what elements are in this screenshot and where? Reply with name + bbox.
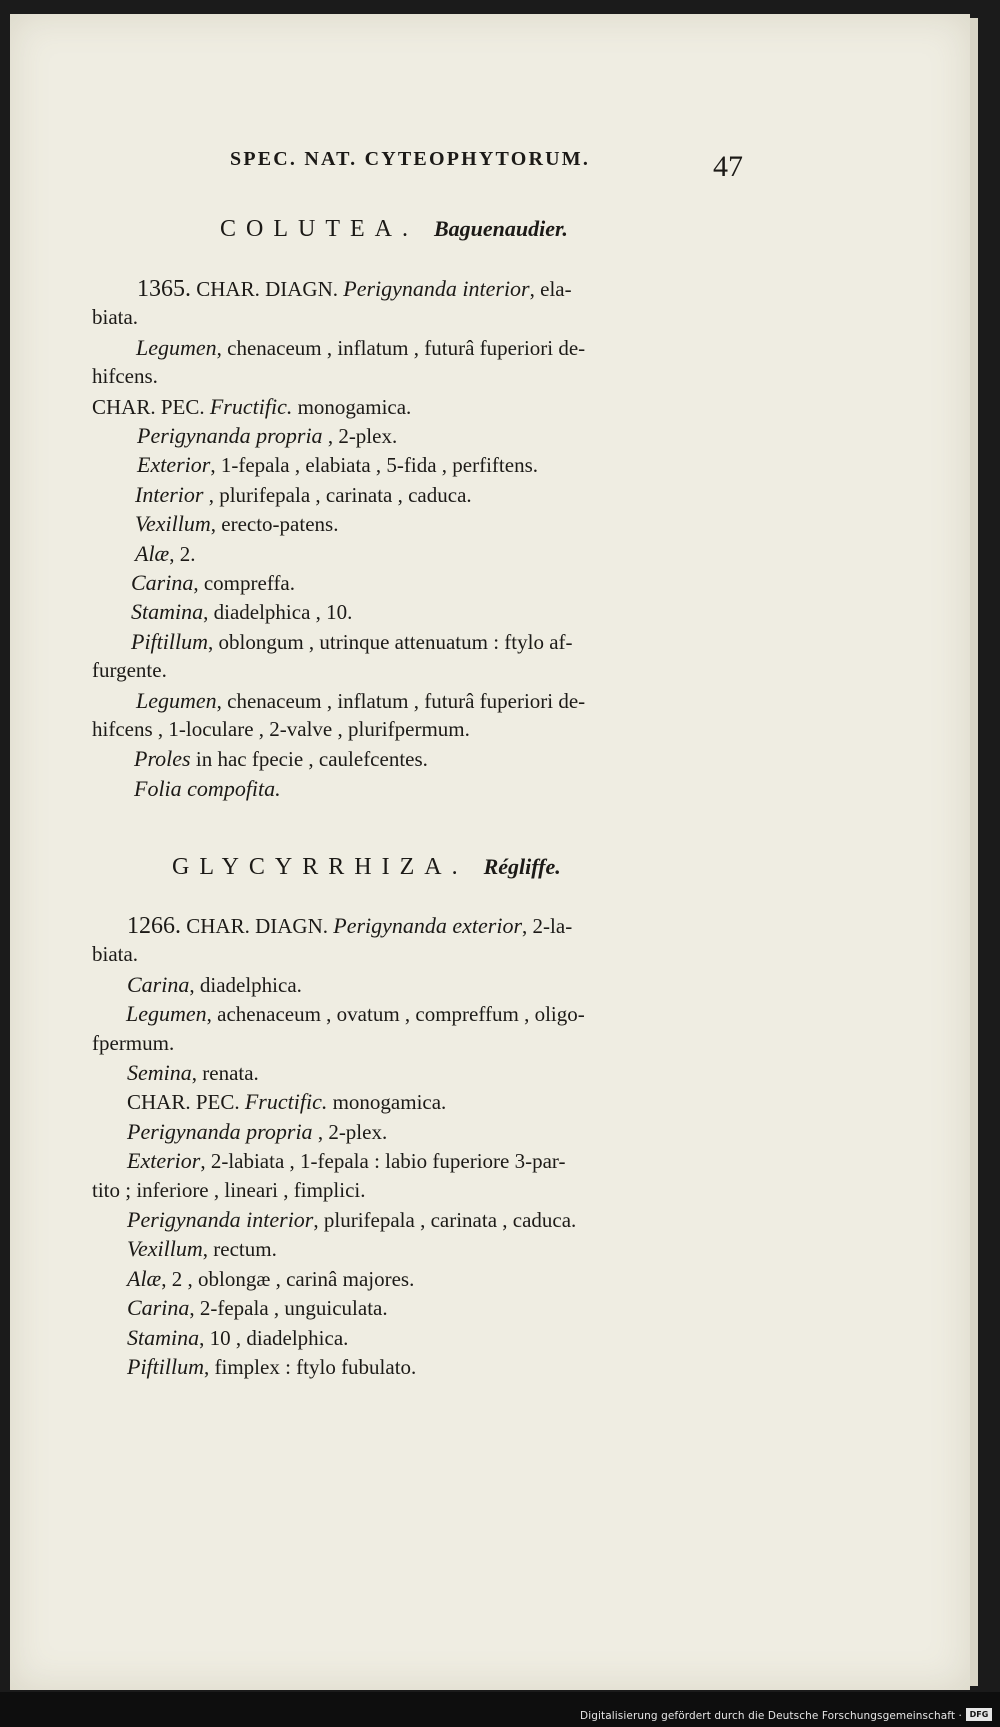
- text-line: [137, 423, 397, 449]
- genus-heading-colutea: [220, 216, 568, 243]
- text-line: [92, 1178, 366, 1203]
- description: , 2-la-: [522, 914, 573, 938]
- description: , diadelphica.: [189, 972, 302, 997]
- description: , renata.: [191, 1061, 259, 1085]
- italic-term: Legumen: [136, 334, 217, 360]
- description: , 2 , oblongæ , carinâ majores.: [161, 1266, 415, 1291]
- italic-term: Vexillum: [127, 1236, 203, 1262]
- text-line: [136, 335, 585, 361]
- italic-term: Legumen: [126, 1001, 207, 1027]
- italic-term: Semina: [127, 1060, 192, 1085]
- description: monogamica.: [327, 1090, 447, 1115]
- text-line: [127, 1325, 348, 1351]
- italic-term: Perigynanda interior: [127, 1207, 314, 1232]
- description: , 2-labiata , 1-fepala : labio fuperiore 3-par-: [200, 1149, 566, 1174]
- text-line: [131, 570, 295, 596]
- text-line: [127, 972, 302, 998]
- text-line: [134, 746, 428, 772]
- italic-term: Perigynanda propria: [137, 423, 323, 448]
- description: , chenaceum , inflatum , futurâ fuperiori de-: [216, 335, 586, 360]
- italic-term: Fructific.: [244, 1089, 328, 1115]
- text-line: [126, 1001, 585, 1027]
- text-line: [92, 394, 411, 420]
- italic-term: Vexillum: [135, 511, 211, 537]
- running-title: SPEC. NAT. CYTEOPHYTORUM.: [230, 148, 591, 170]
- description: tito ; inferiore , lineari , fimplici.: [92, 1177, 366, 1202]
- description: , 10 , diadelphica.: [199, 1325, 349, 1350]
- page-number: 47: [713, 150, 743, 183]
- text-line: [135, 482, 472, 508]
- entry-number: 1266.: [127, 913, 181, 939]
- funding-credit: Digitalisierung gefördert durch die Deutsche Forschungsgemeinschaft ·: [580, 1710, 962, 1722]
- italic-term: Carina: [127, 1295, 190, 1321]
- italic-term: Perigynanda exterior: [333, 913, 523, 938]
- italic-term: Carina: [131, 570, 194, 595]
- italic-term: Alæ: [135, 540, 170, 566]
- text-line: [127, 1207, 576, 1233]
- description: , achenaceum , ovatum , compreffum , oligo-: [206, 1002, 585, 1027]
- description: , oblongum , utrinque attenuatum : ftylo af-: [208, 629, 573, 654]
- italic-term: Perigynanda interior: [343, 276, 530, 301]
- text-line: [92, 942, 138, 967]
- text-line: [131, 599, 352, 625]
- description: , 1-fepala , elabiata , 5-fida , perfiftens.: [210, 453, 539, 478]
- italic-term: Proles: [134, 746, 191, 772]
- description: biata.: [92, 942, 139, 967]
- italic-term: Alæ: [127, 1265, 162, 1291]
- entry-number: 1365.: [137, 276, 191, 302]
- page-edge: [970, 18, 978, 1686]
- text-line: [127, 1119, 387, 1145]
- text-line: [127, 1060, 259, 1086]
- text-line: [137, 452, 538, 478]
- description: , ela-: [529, 277, 572, 301]
- description: , diadelphica , 10.: [203, 600, 353, 625]
- genus-french-name: Régliffe.: [483, 854, 561, 879]
- description: , compreffa.: [193, 571, 296, 595]
- genus-name: GLYCYRRHIZA.: [172, 854, 468, 880]
- description: , 2-plex.: [312, 1119, 388, 1144]
- character-label: CHAR. DIAGN.: [181, 914, 334, 938]
- italic-term: Folia compofita.: [134, 775, 281, 801]
- italic-term: Piftillum: [127, 1354, 204, 1379]
- italic-term: Carina: [127, 971, 190, 997]
- book-page: [10, 14, 970, 1690]
- description: hifcens.: [92, 364, 158, 389]
- description: , chenaceum , inflatum , futurâ fuperiori de-: [216, 688, 586, 713]
- text-line: [127, 1089, 446, 1115]
- description: , erecto-patens.: [210, 512, 339, 537]
- text-line: [127, 1354, 416, 1380]
- description: biata.: [92, 305, 139, 330]
- description: in hac fpecie , caulefcentes.: [190, 747, 428, 772]
- description: furgente.: [92, 658, 167, 683]
- description: , plurifepala , carinata , caduca.: [203, 482, 472, 507]
- text-line: [92, 305, 138, 330]
- description: , rectum.: [202, 1237, 277, 1262]
- text-line: [92, 364, 158, 389]
- text-line: [92, 658, 167, 683]
- italic-term: Interior: [135, 481, 204, 507]
- text-line: [137, 276, 572, 303]
- text-line: [127, 1295, 388, 1321]
- genus-name: COLUTEA.: [220, 216, 418, 242]
- text-line: [127, 1148, 565, 1174]
- text-line: [131, 629, 573, 655]
- text-line: [127, 1266, 414, 1292]
- text-line: [127, 913, 572, 940]
- text-line: [135, 511, 338, 537]
- italic-term: Legumen: [136, 687, 217, 713]
- genus-heading-glycyrrhiza: [172, 854, 561, 881]
- description: fpermum.: [92, 1030, 175, 1055]
- italic-term: Exterior: [137, 452, 211, 478]
- description: , 2-fepala , unguiculata.: [189, 1296, 388, 1321]
- italic-term: Fructific.: [209, 393, 293, 419]
- text-line: [127, 1236, 277, 1262]
- text-line: [92, 717, 470, 742]
- description: monogamica.: [292, 394, 412, 419]
- italic-term: Perigynanda propria: [127, 1118, 313, 1144]
- italic-term: Piftillum: [131, 628, 208, 654]
- character-label: CHAR. DIAGN.: [191, 277, 344, 301]
- text-line: [136, 688, 585, 714]
- genus-french-name: Baguenaudier.: [433, 216, 568, 241]
- description: hifcens , 1-loculare , 2-valve , plurifpermum.: [92, 717, 470, 741]
- italic-term: Stamina: [131, 599, 204, 625]
- text-line: [134, 776, 281, 802]
- character-label: CHAR. PEC.: [127, 1090, 245, 1115]
- description: , plurifepala , carinata , caduca.: [313, 1208, 577, 1232]
- italic-term: Stamina: [127, 1324, 200, 1350]
- italic-term: Exterior: [127, 1148, 201, 1174]
- description: , 2-plex.: [322, 424, 398, 448]
- character-label: CHAR. PEC.: [92, 394, 210, 419]
- text-line: [92, 1031, 174, 1056]
- description: , 2.: [169, 541, 196, 566]
- description: , fimplex : ftylo fubulato.: [204, 1355, 417, 1379]
- dfg-logo: DFG: [966, 1708, 992, 1721]
- text-line: [135, 541, 195, 567]
